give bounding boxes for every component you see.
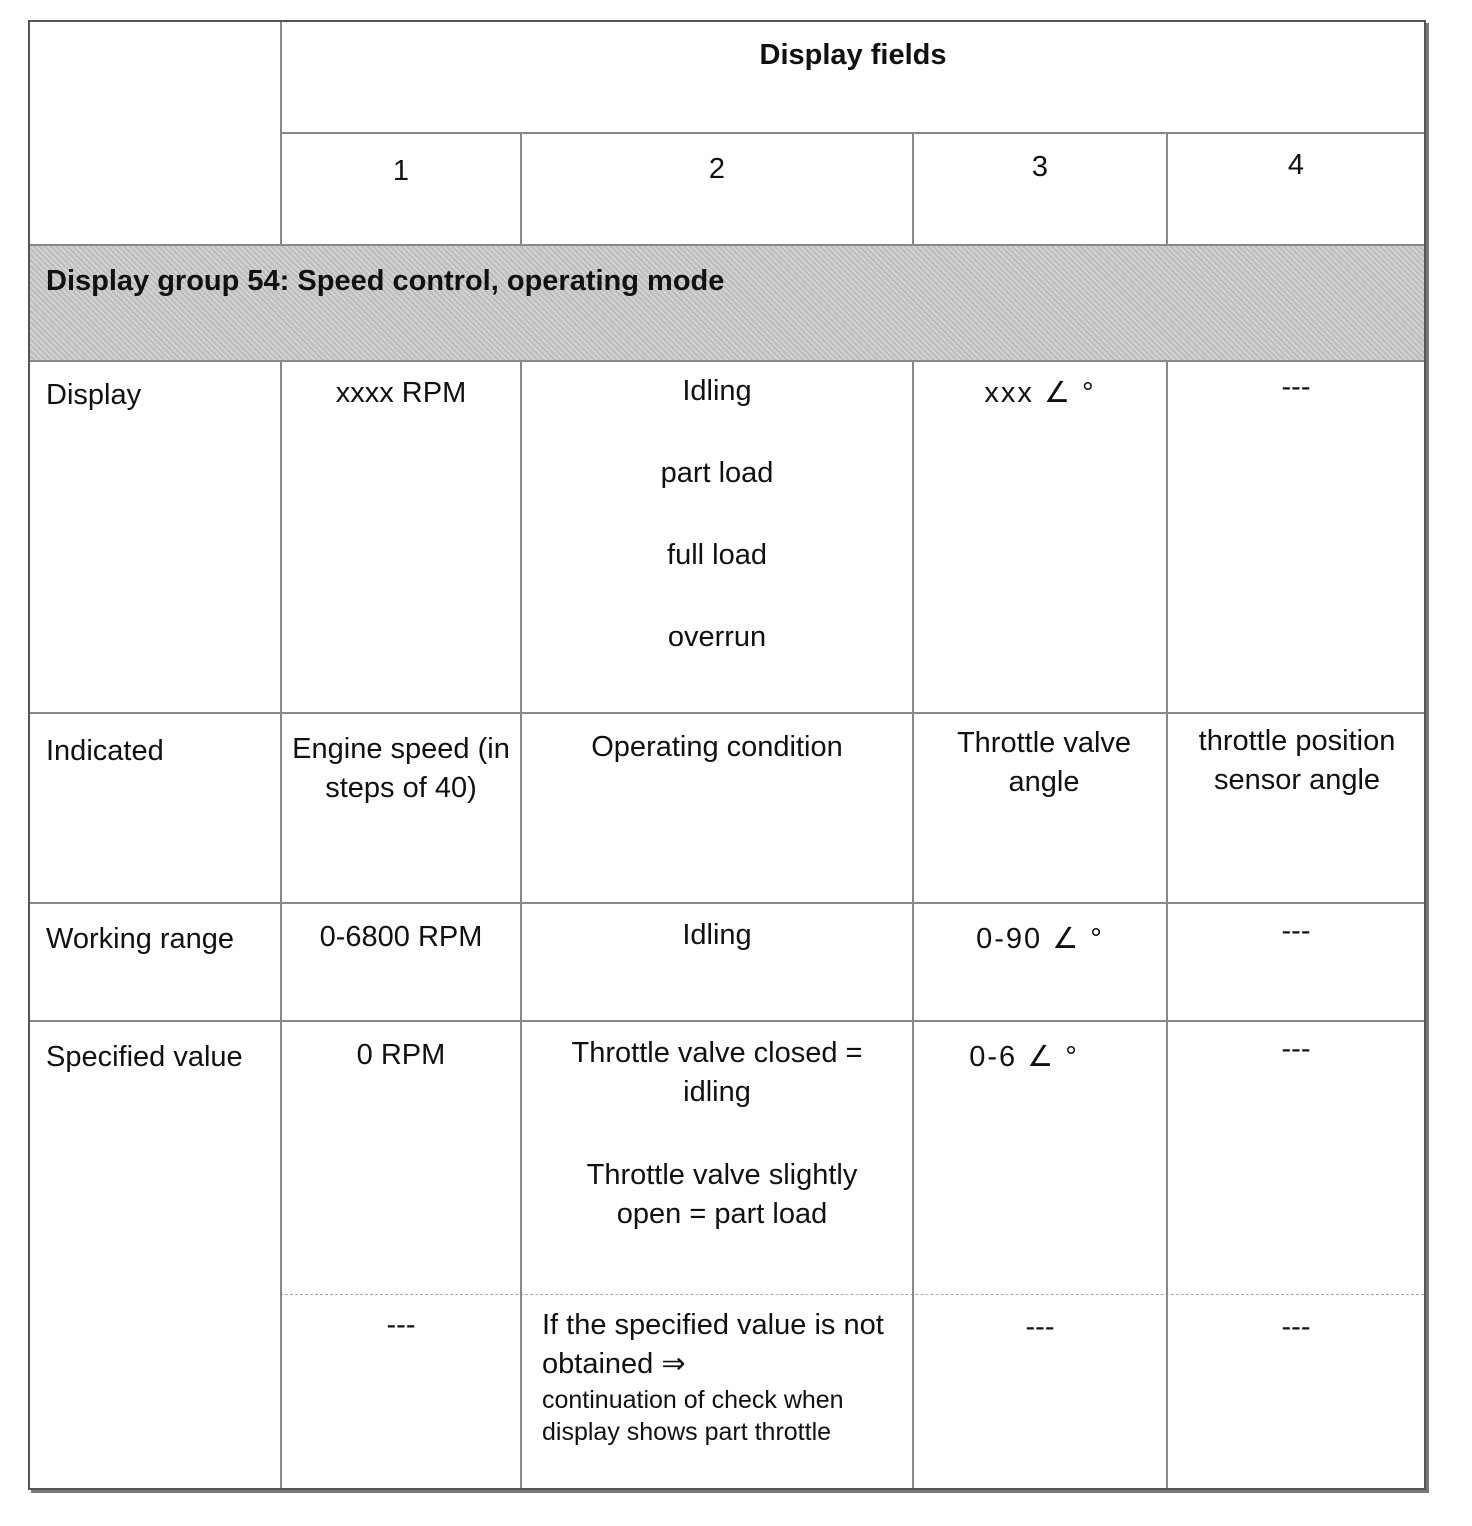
row-label-working-range: Working range [46, 923, 235, 955]
specified-value-4: --- [1281, 1033, 1311, 1065]
extra-value-4: --- [1281, 1311, 1311, 1343]
working-range-value-3: 0-90 ∠ ° [976, 923, 1104, 955]
working-range-value-4: --- [1281, 915, 1311, 947]
display-group-table [28, 20, 1426, 1490]
row-divider [30, 902, 1424, 904]
indicated-value-1: Engine speed (in steps of 40) [292, 733, 510, 804]
working-range-value-2: Idling [682, 919, 752, 951]
row-divider-faint [280, 1294, 1424, 1295]
working-range-value-1: 0-6800 RPM [319, 921, 483, 953]
row-divider [30, 244, 1424, 246]
row-label-indicated: Indicated [46, 735, 164, 767]
header-divider [280, 132, 1424, 134]
column-number-2: 2 [708, 153, 726, 185]
extra-value-3: --- [1025, 1311, 1055, 1343]
indicated-value-3: Throttle valve angle [956, 727, 1132, 798]
row-divider [30, 712, 1424, 714]
row-divider [30, 1020, 1424, 1022]
specified-value-2-slightly-open: Throttle valve slightly open = part load [586, 1159, 858, 1230]
indicated-value-4: throttle position sensor angle [1198, 725, 1396, 796]
extra-value-2-note: If the specified value is not obtained ⇒ [542, 1309, 884, 1380]
display-value-2-overrun: overrun [667, 621, 767, 653]
group-title: Display group 54: Speed control, operating mode [46, 265, 725, 297]
specified-value-1: 0 RPM [356, 1039, 446, 1071]
display-value-2-part-load: part load [660, 457, 774, 489]
specified-value-2-closed: Throttle valve closed = idling [571, 1037, 863, 1108]
column-number-4: 4 [1287, 149, 1305, 181]
display-fields-heading: Display fields [759, 39, 947, 71]
extra-value-2-continuation: continuation of check when display shows part throttle [542, 1386, 844, 1446]
row-divider [30, 360, 1424, 362]
display-value-2-idling: Idling [682, 375, 752, 407]
indicated-value-2: Operating condition [591, 731, 843, 763]
column-number-3: 3 [1031, 151, 1049, 183]
column-number-1: 1 [392, 155, 410, 187]
extra-value-1: --- [386, 1309, 416, 1341]
display-value-2-full-load: full load [667, 539, 767, 571]
row-label-display: Display [46, 379, 142, 411]
specified-value-3: 0-6 ∠ ° [969, 1041, 1079, 1073]
display-value-3: xxx ∠ ° [984, 377, 1096, 409]
row-label-specified-value: Specified value [46, 1041, 243, 1073]
display-value-4: --- [1281, 371, 1311, 403]
display-value-1: xxxx RPM [335, 377, 467, 409]
